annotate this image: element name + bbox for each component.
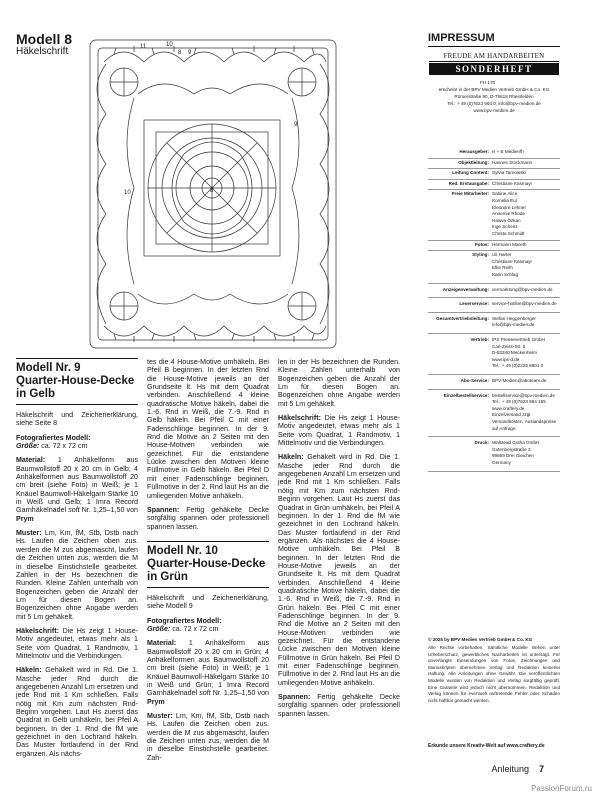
- footer-section: Anleitung: [491, 764, 529, 774]
- impressum-value: Tel.: + 49 (0)7623 964 155: [492, 399, 546, 405]
- impressum-value: Germany: [492, 460, 511, 465]
- impressum-value: www.craftery.de: [492, 405, 525, 411]
- impressum-divider: [428, 436, 560, 437]
- impressum-fh: FH 170: [480, 80, 496, 85]
- impressum-divider: [428, 389, 560, 390]
- impressum-divider: [428, 179, 560, 180]
- impressum-divider: [428, 283, 560, 284]
- impressum-divider: [428, 312, 560, 313]
- model9-haekeln: Häkeln: Gehäkelt wird in Rd. Die 1. Masche jeder Rnd durch die angegebenen Anzahl Lm ersetzen und jede Rnd mit 1 Km schließen. Falls nötig mit Km zum nächsten Rnd-Beginn vorgehen. Laut Hs zuerst das Quadrat in Gelb umhäkeln, bei Pfeil A beginnen. In der 1. Rnd die fM wie gezeichnet in den Lochrand häkeln. Das Muster fortlaufend in der Rnd ergänzen. Als nächs-: [16, 666, 138, 758]
- model10-material: Material: 1 Anhäkelform aus Baumwollstoff 20 x 20 cm in Grün; 4 Anhäkelformen aus Baumwollstoff 20 cm breit (siehe Foto) in Weiß; je 1 Knäuel Baumwoll-Häkelgarn Stärke 10 in Weiß und Grün; 1 Imra Record Garnhäkelnadel soft Nr. 1,25–1,50 von Prym: [147, 639, 269, 706]
- page-footer: [491, 764, 544, 774]
- impressum-value: Elke Reith: [492, 265, 513, 271]
- impressum-label: Abo-Service:: [460, 378, 489, 383]
- model10-haekeln: Häkeln: Gehäkelt wird in Rd. Die 1. Masche jeder Rnd durch die angegebenen Anzahl Lm ersetzen und jede Rnd mit 1 Km schließen. Falls nötig mit Km zum nächsten Rnd-Beginn vorgehen. Laut Hs zuerst das Quadrat in Grün umhäkeln, bei Pfeil A beginnen. In der 1. Rnd die fM wie gezeichnet in den Lochrand häkeln. Das Muster fortlaufend in der Rnd ergänzen. Als nächstes die 4 House-Motive umhäkeln. Bei Pfeil B beginnen. In der letzten Rnd die House-Motive jeweils an der Grundseite lt. Hs mit dem Quadrat verbinden. Anschließend 4 kleine quadratische Motive häkeln, dabei die 1.-6. Rnd in Weiß, die 7.-9. Rnd in Grün häkeln. Bei Pfeil C mit einer Fadenschlinge beginnen. In der 9. Rnd die Motive an 2 Seiten mit den House-Motiven verbinden wie gezeichnet. Für die entstandene Lücke zwischen den Motiven kleine Füllmotive in Grün häkeln. Bei Pfeil D mit einer Fadenschlinge beginnen. Füllmotive in der 2. Rnd laut Hs an die umliegenden Motive anhäkeln.: [278, 453, 400, 687]
- impressum-value: Hannes Stockmann: [492, 159, 533, 165]
- impressum-value: Tel.: + 49 (0)2225 8801 0: [492, 363, 544, 369]
- model9-spannen: Spannen: Fertig gehäkelte Decke sorgfältig spannen oder professionell spannen lassen.: [147, 505, 269, 531]
- impressum-value: IPS Pressevertrieb GmbH: [492, 337, 545, 342]
- page-number: 7: [538, 764, 544, 774]
- impressum-label: Herausgeber:: [459, 149, 489, 154]
- model10-spannen: Spannen: Fertig gehäkelte Decke sorgfältig spannen oder professionell spannen lassen.: [278, 693, 400, 718]
- impressum-value: Versandkosten, Auslandspreise: [492, 419, 557, 424]
- impressum-value: 99869 Drei Gleichen: [492, 453, 534, 459]
- impressum-value: Christa Schmidt: [492, 231, 525, 236]
- impressum-label: Einzelbestellservice:: [443, 392, 489, 398]
- model9-haekelschrift: Häkelschrift: Die Hs zeigt 1 House-Motiv angedeutet, etwas mehr als 1 Seite vom Quadrat, 1 Randmotiv, 1 Mittelmotiv und die Verbindungen.: [16, 626, 138, 660]
- impressum-divider: [428, 333, 560, 334]
- model8-title: Modell 8: [16, 31, 73, 47]
- impressum-value: Christiane Käsmayr: [492, 180, 533, 186]
- impressum-value: Karin Schlag: [492, 272, 519, 277]
- impressum-value: Uli Harter: [492, 252, 512, 258]
- impressum-divider: [428, 158, 560, 159]
- model10-intro: Häkelschrift und Zeichenerklärung, siehe Modell 9: [147, 593, 269, 611]
- impressum-divider: [428, 168, 560, 169]
- impressum-value: info@bpv-medien.de: [492, 322, 535, 328]
- impressum-value: Inge Schenz: [492, 224, 518, 230]
- impressum-value: Walstead Gotha GmbH: [492, 440, 540, 446]
- watermark-text: PassionForum.ru: [531, 784, 592, 793]
- impressum-label: Leserservice:: [459, 301, 489, 307]
- diagram-label-round: 8: [178, 50, 182, 56]
- impressum-divider: [428, 250, 560, 251]
- impressum-value: H + E Medienfh: [492, 149, 524, 154]
- impressum-tel: Tel.: + 49 (0)7623 964 0, info@bpv-medien.de: [447, 101, 541, 106]
- impressum-label: Vertrieb:: [470, 337, 489, 342]
- impressum-value: bestellservice@bpv-medien.de: [492, 392, 555, 398]
- impressum-value: Stefan Heggenberger: [492, 315, 536, 321]
- crochet-chart-diagram: [84, 34, 342, 354]
- model10-muster-continued: len in der Hs bezeichnen die Runden. Kleine Zahlen unterhalb von Bogenzeichen geben die Anzahl der Lm für diesen Bogen an. Bogenzeichen ohne Angabe werden mit 5 Lm gehäkelt.: [278, 358, 400, 408]
- impressum-label: Anzeigenverwaltung:: [442, 286, 489, 292]
- impressum-divider: [428, 374, 560, 375]
- impressum-value: D-53340 Meckenheim: [492, 350, 537, 356]
- model10-heading-box: [147, 541, 269, 588]
- impressum-value: Sylvia Tarnowski: [492, 170, 526, 176]
- impressum-address: Römerstraße 90, D-79618 Rheinfelden: [454, 94, 534, 99]
- model9-foto: Fotografiertes Modell: Größe: ca. 72 x 72 cm: [16, 433, 91, 451]
- impressum-rule: [428, 46, 560, 47]
- diagram-label-round: 9: [188, 50, 192, 56]
- column-model10-continued: [278, 358, 400, 724]
- column-model10: [147, 358, 269, 768]
- model9-continued: tes die 4 House-Motive umhäkeln. Bei Pfeil B beginnen. In der letzten Rnd die House-Motive jeweils an der Grundseite lt. Hs mit dem Quadrat verbinden. Anschließend 4 kleine quadratische Motive häkeln, dabei die 1.-6. Rnd in Weiß, die 7.-9. Rnd in Gelb häkeln. Bei Pfeil C mit einer Fadenschlinge beginnen. In der 9. Rnd die Motive an 2 Seiten mit den House-Motiven verbinden wie gezeichnet. Für die entstandene Lücke zwischen den Motiven kleine Füllmotive in Gelb häkeln. Bei Pfeil D mit einer Fadenschlinge beginnen. Füllmotive in der 2. Rnd laut Hs an die umliegenden Motive anhäkeln.: [147, 358, 269, 500]
- impressum-value: BPV-Medien@abotеam.de: [492, 378, 547, 383]
- impressum-label: Druck:: [474, 440, 489, 446]
- diagram-label-round: 8: [210, 188, 214, 194]
- magazine-logo: FREUDE AM HANDARBEITEN SONDERHEFT: [429, 52, 559, 75]
- model9-heading-box: [16, 358, 138, 405]
- impressum-value: Kornelia Eul: [492, 198, 517, 203]
- impressum-value: service-hotline@bpv-medien.de: [492, 301, 557, 307]
- diagram-label-round: 9: [294, 122, 298, 128]
- impressum-value: vermarktung@bpv-medien.de: [492, 286, 553, 292]
- diagram-label-round: 11: [140, 44, 147, 50]
- impressum-label: Styling:: [472, 252, 489, 258]
- impressum-divider: [428, 471, 560, 472]
- impressum-web: www.bpv-medien.de: [473, 108, 515, 113]
- impressum-value: Einzelversand zzgl.: [492, 412, 532, 418]
- impressum-label: Gesamtvertriebsleitung:: [436, 315, 489, 321]
- model8-subtitle: Häkelschrift: [16, 46, 69, 57]
- model9-title: Modell Nr. 9 Quarter-House-Decke in Gelb: [16, 362, 135, 400]
- model9-intro: Häkelschrift und Zeichenerklärung, siehe Seite 8: [16, 411, 138, 428]
- impressum-value: Carl-Zeiss-Str. 5: [492, 343, 526, 349]
- impressum-heading: IMPRESSUM: [428, 32, 495, 44]
- impressum-copyright: © 2025 by BPV Medien Vertrieb GmbH & Co. KG: [428, 637, 533, 642]
- model10-title: Modell Nr. 10 Quarter-House-Decke in Grün: [147, 544, 266, 583]
- impressum-verlag: erscheint in der BPV Medien Vertrieb GmbH & Co. KG: [438, 87, 550, 92]
- impressum-divider: [428, 240, 560, 241]
- impressum-label: Objektleitung:: [458, 159, 489, 165]
- impressum-divider: [428, 189, 560, 190]
- impressum-divider: [428, 297, 560, 298]
- impressum-value: Annemie Rhode: [492, 211, 525, 217]
- diagram-label-round: 10: [166, 42, 173, 48]
- impressum-value: Hawva Özkan: [492, 217, 521, 223]
- impressum-label: Leitung Content:: [452, 170, 489, 176]
- diagram-label-round: 10: [124, 190, 131, 196]
- impressum-label: Fotos:: [474, 241, 489, 247]
- impressum-legal: Alle Rechte vorbehalten. Sämtliche Modelle stehen unter Urheberschutz, gewerbliches Nacharbeiten ist untersagt. Für unverlangte Einsendungen von Fotos, Zeichnungen und Manuskripten übernehmen Verlag und Redaktion keinerlei Haftung. Alle Anleitungen ohne Gewähr. Die veröffentlichten Modelle wurden von Redaktion und Verlag sorgfältig geprüft. Eine Garantie wird jedoch nicht übernommen. Redaktion und Verlag können für eventuell auftretende Fehler oder Schäden nicht haftbar gemacht werden.: [428, 645, 560, 703]
- impressum-value: Eleonore Lehner: [492, 204, 526, 210]
- model9-material: Material: 1 Anhäkelform aus Baumwollstoff 20 x 20 cm in Gelb; 4 Anhäkelformen aus Baumwollstoff 20 cm breit (siehe Foto) in Weiß; je 1 Knäuel Baumwoll-Häkelgarn Stärke 10 in Weiß und Gelb; 1 Imra Record Garnhäkelnadel soft Nr. 1,25–1,50 von Prym: [16, 456, 138, 523]
- model10-foto: Fotografiertes Modell: Größe: ca. 72 x 72 cm: [147, 616, 222, 633]
- impressum-value: Gutenbergstraße 3: [492, 446, 531, 452]
- impressum-label: Freie Mitarbeiter:: [451, 191, 489, 197]
- impressum-value: Hermann Mareth: [492, 241, 527, 247]
- model10-haekelschrift: Häkelschrift: Die Hs zeigt 1 House-Motiv angedeutet, etwas mehr als 1 Seite vom Quadrat, 1 Randmotiv, 1 Mittelmotiv und die Verbindungen.: [278, 414, 400, 448]
- impressum-value: Christiane Käsmayr: [492, 258, 533, 264]
- model10-muster: Muster: Lm, Km, fM, Stb, Dstb nach Hs. Laufen die Zeichen oben zus. werden die M zus abgemascht, laufen die Zeichen unten zus, werden die M in dieselbe Einstichstelle gearbeitet. Zah-: [147, 712, 269, 762]
- model9-muster: Muster: Lm, Km, fM, Stb, Dstb nach Hs. Laufen die Zeichen oben zus. werden die M zus abgemascht, laufen die Zeichen unten zus, werden die M in dieselbe Einstichstelle gearbeitet. Zahlen in der Hs bezeichnen die Runden. Kleine Zahlen unterhalb von Bogenzeichen geben die Anzahl der Lm für diesen Bogen an. Bogenzeichen ohne Angabe werden mit 5 Lm gehäkelt.: [16, 529, 138, 621]
- impressum-value: www.ips-d.de: [492, 356, 520, 362]
- column-model9: [16, 358, 138, 764]
- impressum-label: Red. Erstausgabe:: [448, 180, 489, 186]
- impressum-value: auf Anfrage.: [492, 425, 517, 431]
- craftery-link[interactable]: Erkunde unsere Kreativ-Welt auf www.craftery.de: [428, 743, 545, 749]
- impressum-value: Sabine Alice: [492, 191, 518, 197]
